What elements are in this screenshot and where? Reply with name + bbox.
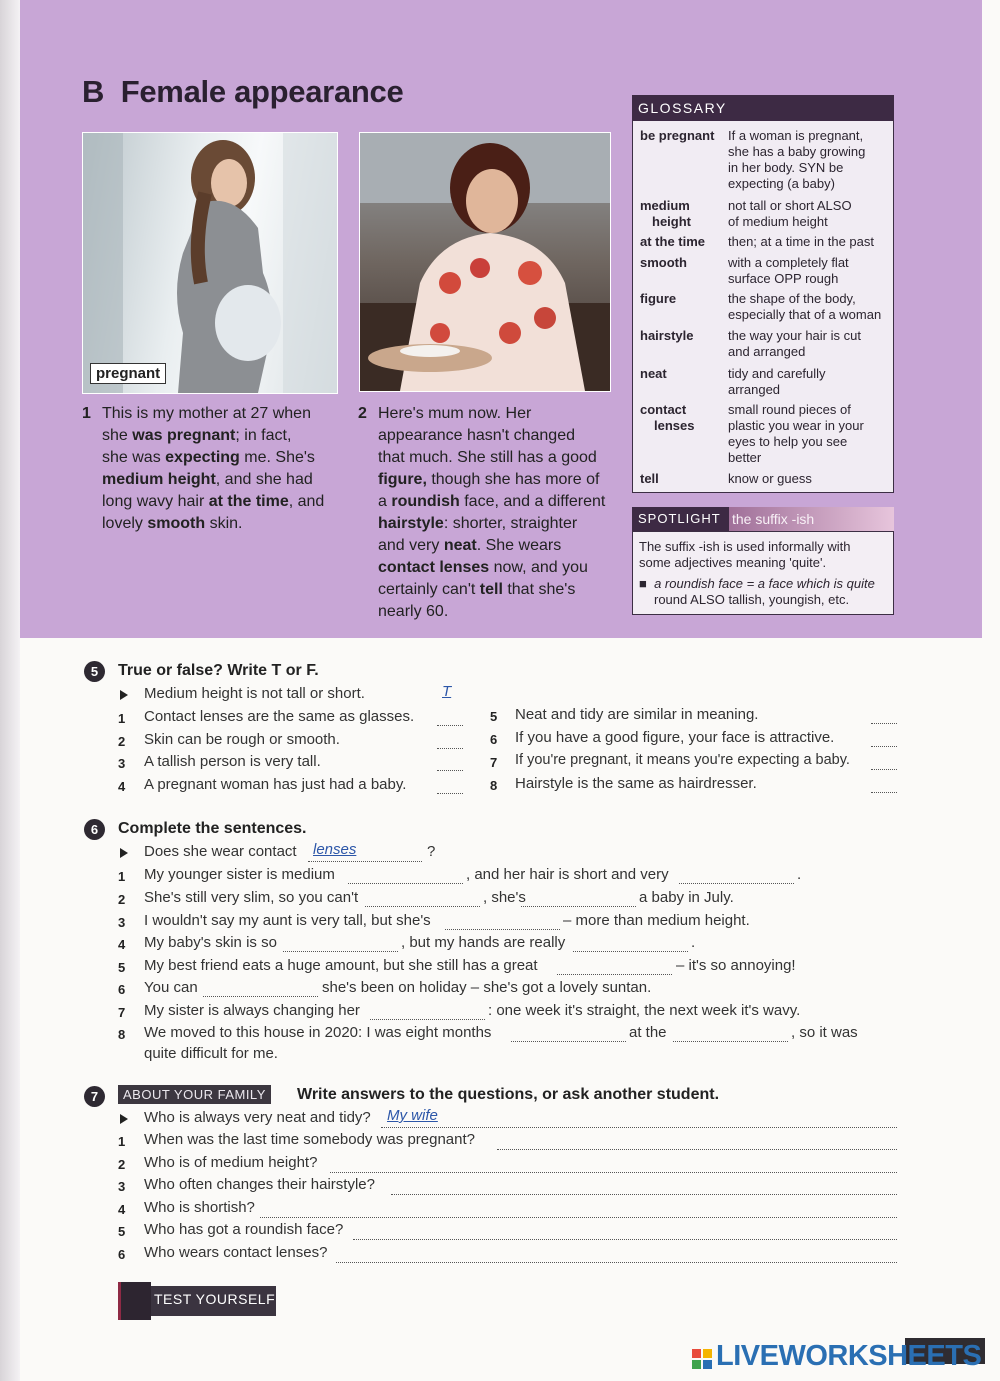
glossary-term: neat (640, 366, 667, 381)
glossary-term: hairstyle (640, 328, 694, 343)
item-number: 3 (118, 1179, 126, 1194)
ex6-item-text: , but my hands are really (401, 934, 566, 951)
glossary-term: smooth (640, 255, 687, 270)
photo-mum-now (359, 132, 611, 392)
ex7-question: When was the last time somebody was pregnant? (144, 1131, 476, 1148)
ex6-item-text: She's still very slim, so you can't (144, 889, 359, 906)
item-number: 4 (118, 1202, 126, 1217)
glossary-definition: then; at a time in the past (728, 234, 874, 249)
item-number: 4 (118, 779, 126, 794)
glossary-definition: know or guess (728, 471, 812, 486)
ex6-item-text: We moved to this house in 2020: I was eight months (144, 1024, 492, 1041)
exercise-5-title: True or false? Write T or F. (118, 662, 319, 679)
answer-blank[interactable] (673, 1041, 788, 1042)
ex6-example-end: ? (427, 843, 436, 860)
paragraph-number: 1 (82, 405, 91, 422)
answer-line[interactable] (336, 1262, 897, 1263)
ex7-question: Who has got a roundish face? (144, 1221, 344, 1238)
ex6-item-text: – it's so annoying! (676, 957, 796, 974)
glossary-definition: with a completely flat surface OPP rough (728, 255, 849, 286)
photo-pregnant-woman (82, 132, 338, 394)
answer-blank[interactable] (679, 883, 794, 884)
book-icon (118, 1282, 151, 1320)
ex7-question: Who often changes their hairstyle? (144, 1176, 375, 1193)
ex7-question: Who wears contact lenses? (144, 1244, 328, 1261)
item-number: 5 (490, 709, 498, 724)
answer-blank[interactable] (437, 793, 463, 794)
ex5-item: Hairstyle is the same as hairdresser. (515, 775, 757, 792)
answer-blank[interactable] (370, 1019, 485, 1020)
ex5-item: Contact lenses are the same as glasses. (144, 708, 415, 725)
exercise-number: 6 (84, 819, 105, 840)
ex6-item-text: at the (629, 1024, 667, 1041)
example-arrow-icon (120, 848, 128, 858)
item-number: 5 (118, 960, 126, 975)
paragraph-number: 2 (358, 405, 367, 422)
item-number: 8 (118, 1027, 126, 1042)
glossary-definition: not tall or short ALSO of medium height (728, 198, 852, 229)
glossary-definition: tidy and carefully arranged (728, 366, 826, 397)
ex7-question: Who is shortish? (144, 1199, 255, 1216)
answer-blank[interactable] (437, 725, 463, 726)
answer-line[interactable] (391, 1194, 897, 1195)
exercise-7-title: Write answers to the questions, or ask another student. (297, 1086, 720, 1103)
item-number: 5 (118, 1224, 126, 1239)
about-your-family-tag: ABOUT YOUR FAMILY (118, 1085, 271, 1104)
ex5-example-answer: T (442, 683, 452, 700)
answer-blank[interactable] (557, 974, 672, 975)
spotlight-heading: SPOTLIGHT the suffix -ish (632, 507, 894, 531)
ex6-item-text: My best friend eats a huge amount, but she still has a great (144, 957, 538, 974)
answer-line[interactable] (353, 1239, 897, 1240)
ex6-item-text: My sister is always changing her (144, 1002, 360, 1019)
ex5-item: A tallish person is very tall. (144, 753, 321, 770)
ex6-example: Does she wear contact (144, 843, 297, 860)
exercise-6-title: Complete the sentences. (118, 820, 307, 837)
glossary-term: medium height (640, 198, 691, 229)
glossary-definition: the shape of the body, especially that of a woman (728, 291, 882, 322)
glossary-heading: GLOSSARY (632, 95, 894, 121)
item-number: 3 (118, 756, 126, 771)
exercise-number: 5 (84, 661, 105, 682)
answer-blank (308, 861, 422, 862)
liveworksheets-watermark: LIVEWORKSHEETS (716, 1340, 982, 1372)
item-number: 6 (118, 1247, 126, 1262)
liveworksheets-logo-icon (692, 1349, 712, 1369)
answer-blank[interactable] (348, 883, 463, 884)
answer-blank[interactable] (437, 770, 463, 771)
answer-line[interactable] (497, 1149, 897, 1150)
answer-line[interactable] (330, 1172, 897, 1173)
item-number: 1 (118, 711, 126, 726)
page-gutter (0, 0, 20, 1381)
ex5-item: If you have a good figure, your face is attractive. (515, 729, 835, 746)
ex6-item-text: . (797, 866, 802, 883)
ex6-item-text: she's been on holiday – she's got a lovely suntan. (322, 979, 652, 996)
answer-blank[interactable] (283, 951, 398, 952)
answer-blank[interactable] (871, 792, 897, 793)
spotlight-line: The suffix -ish is used informally with (639, 539, 851, 554)
glossary-definition: If a woman is pregnant, she has a baby growing in her body. SYN be expecting (a baby) (728, 128, 866, 191)
ex6-item-text: – more than medium height. (563, 912, 750, 929)
paragraph-1: 1 This is my mother at 27 when she was pregnant; in fact, she was expecting me. She's medium height, and she had long wavy hair at the time, and lovely smooth skin. (82, 405, 325, 532)
answer-blank[interactable] (871, 769, 897, 770)
item-number: 3 (118, 915, 126, 930)
ex7-question: Who is of medium height? (144, 1154, 318, 1171)
test-yourself-label: TEST YOURSELF (154, 1291, 276, 1307)
paragraph-2: 2 Here's mum now. Her appearance hasn't changed that much. She still has a good figure, though she has more of a roundish face, and a different hairstyle: shorter, straighter and very neat. She wears contact lenses now, and you certainly can't tell that she's nearly 60. (358, 405, 606, 620)
item-number: 7 (490, 755, 498, 770)
ex6-item-text: , and her hair is short and very (466, 866, 669, 883)
pregnant-caption: pregnant (90, 363, 166, 384)
ex6-item-text: : one week it's straight, the next week it's wavy. (488, 1002, 801, 1019)
item-number: 4 (118, 937, 126, 952)
answer-line[interactable] (260, 1217, 897, 1218)
item-number: 7 (118, 1005, 126, 1020)
glossary-definition: the way your hair is cut and arranged (728, 328, 861, 359)
ex6-item-text: . (691, 934, 696, 951)
answer-blank[interactable] (871, 723, 897, 724)
ex6-item-text: My younger sister is medium (144, 866, 335, 883)
section-title: B Female appearance (82, 74, 404, 109)
answer-blank[interactable] (365, 906, 480, 907)
item-number: 6 (118, 982, 126, 997)
spotlight-bullet: ■ a roundish face = a face which is quite (639, 576, 875, 591)
answer-line (381, 1127, 897, 1128)
item-number: 8 (490, 778, 498, 793)
ex6-item-text: I wouldn't say my aunt is very tall, but she's (144, 912, 431, 929)
answer-blank[interactable] (521, 906, 636, 907)
glossary-term: figure (640, 291, 677, 306)
answer-blank[interactable] (445, 929, 560, 930)
glossary-definition: small round pieces of plastic you wear in your eyes to help you see better (728, 402, 864, 465)
answer-blank[interactable] (437, 748, 463, 749)
answer-blank[interactable] (573, 951, 688, 952)
ex6-item-text: a baby in July. (639, 889, 734, 906)
exercise-number: 7 (84, 1086, 105, 1107)
ex6-item-text: My baby's skin is so (144, 934, 277, 951)
glossary-term: contact lenses (640, 402, 695, 433)
ex5-item: If you're pregnant, it means you're expecting a baby. (515, 752, 850, 768)
ex5-item: Skin can be rough or smooth. (144, 731, 340, 748)
item-number: 6 (490, 732, 498, 747)
ex5-example: Medium height is not tall or short. (144, 685, 365, 702)
glossary-term: be pregnant (640, 128, 715, 143)
answer-blank[interactable] (203, 996, 318, 997)
item-number: 1 (118, 1134, 126, 1149)
ex6-item-text: , so it was (791, 1024, 858, 1041)
item-number: 2 (118, 734, 126, 749)
item-number: 1 (118, 869, 126, 884)
example-arrow-icon (120, 690, 128, 700)
glossary-term: tell (640, 471, 659, 486)
answer-blank[interactable] (871, 746, 897, 747)
ex6-example-answer: lenses (313, 841, 357, 858)
spotlight-line: some adjectives meaning 'quite'. (639, 555, 827, 570)
glossary-term: at the time (640, 234, 706, 249)
ex7-example-answer: My wife (387, 1107, 438, 1124)
item-number: 2 (118, 892, 126, 907)
spotlight-bullet-cont: round ALSO tallish, youngish, etc. (654, 592, 850, 607)
ex7-example: Who is always very neat and tidy? (144, 1109, 371, 1126)
ex6-item-text: You can (144, 979, 198, 996)
ex6-item-text: quite difficult for me. (144, 1045, 278, 1062)
ex6-item-text: , she's (483, 889, 526, 906)
ex5-item: A pregnant woman has just had a baby. (144, 776, 407, 793)
ex5-item: Neat and tidy are similar in meaning. (515, 706, 759, 723)
item-number: 2 (118, 1157, 126, 1172)
answer-blank[interactable] (511, 1041, 626, 1042)
example-arrow-icon (120, 1114, 128, 1124)
